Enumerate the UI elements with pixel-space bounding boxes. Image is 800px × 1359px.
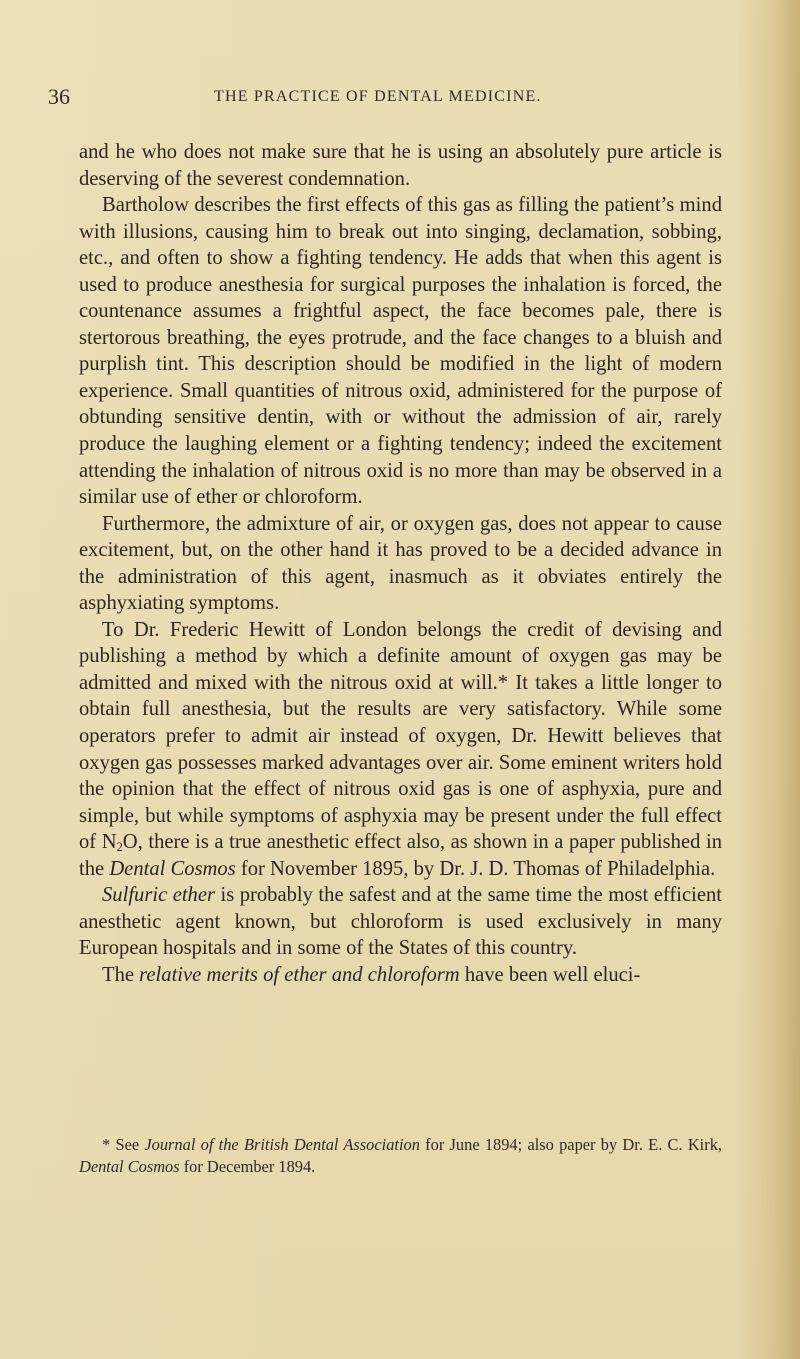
footnote: [79, 1134, 722, 1177]
paragraph-relative-merits: [79, 962, 722, 989]
subscript-two: 2: [116, 840, 123, 855]
paragraph-text: for November 1895, by Dr. J. D. Thomas of Philadelphia.: [235, 857, 716, 880]
footnote-journal-italic: Dental Cosmos: [79, 1156, 180, 1176]
paragraph-bartholow: [79, 192, 722, 511]
paragraph-text: Bartholow describes the first effects of this gas as filling the patient’s mind with illusions, causing him to break out into singing, declamation, sobbing, etc., and often to show a fighting tendency. He adds that when this agent is used to produce anesthesia for surgical purposes the inhalation is forced, the countenance assumes a frightful aspect, the face becomes pale, there is stertorous breathing, the eyes protrude, and the face changes to a bluish and purplish tint. This description should be modified in the light of modern experience. Small quantities of nitrous oxid, administered for the purpose of obtunding sensitive dentin, with or without the admission of air, rarely produce the laughing element or a fighting tendency; indeed the excitement attending the inhalation of nitrous oxid is no more than may be observed in a similar use of ether or chloroform.: [79, 194, 722, 509]
running-head: [48, 84, 748, 112]
paragraph-text: have been well eluci-: [459, 963, 641, 986]
paragraph-text: To Dr. Frederic Hewitt of London belongs the credit of devising and publishing a method by which a definite amount of oxygen gas may be admitted and mixed with the nitrous oxid at will.* It takes a little longer to obtain full anesthesia, but the results are very satisfactory. While some operators prefer to admit air instead of oxygen, Dr. Hewitt believes that oxygen gas possesses marked advantages over air. Some eminent writers hold the opinion that the effect of nitrous oxid gas is one of asphyxia, pure and simple, but while symptoms of asphyxia may be present under the full effect of N: [79, 618, 722, 854]
page-number: 36: [48, 84, 70, 109]
journal-title-italic: Dental Cosmos: [109, 857, 236, 880]
paragraph-text: is probably the safest and at the same time the most efficient anesthetic agent known, but chloroform is used exclusively in many European hospitals and in some of the States of this country.: [79, 884, 722, 960]
paragraph-sulfuric-ether: [79, 882, 722, 962]
paragraph-hewitt: [79, 617, 722, 882]
footnotes: [79, 1134, 722, 1177]
running-title: THE PRACTICE OF DENTAL MEDICINE.: [214, 88, 542, 105]
footnote-marker: * See: [102, 1135, 145, 1154]
footnote-journal-italic: Journal of the British Dental Association: [144, 1135, 420, 1154]
paragraph-text: O, there is a true anesthetic effect also, as shown in a paper published in the: [79, 831, 722, 880]
footnote-text: for June 1894; also paper by Dr. E. C. Kirk,: [419, 1135, 722, 1154]
body-text: [79, 139, 722, 989]
paragraph-text: Furthermore, the admixture of air, or oxygen gas, does not appear to cause excitement, but, on the other hand it has proved to be a decided advance in the administration of this agent, inasmuch as it obviates entirely the asphyxiating symptoms.: [79, 512, 722, 615]
paragraph-text: and he who does not make sure that he is using an absolutely pure article is deserving of the severest condemnation.: [79, 141, 722, 190]
paragraph-continuation: [79, 139, 722, 192]
paragraph-text: The: [102, 963, 140, 986]
paragraph-furthermore: [79, 511, 722, 617]
term-italic: Sulfuric ether: [102, 884, 216, 907]
term-italic: relative merits of ether and chloroform: [139, 963, 460, 986]
footnote-text: for December 1894.: [179, 1156, 316, 1176]
